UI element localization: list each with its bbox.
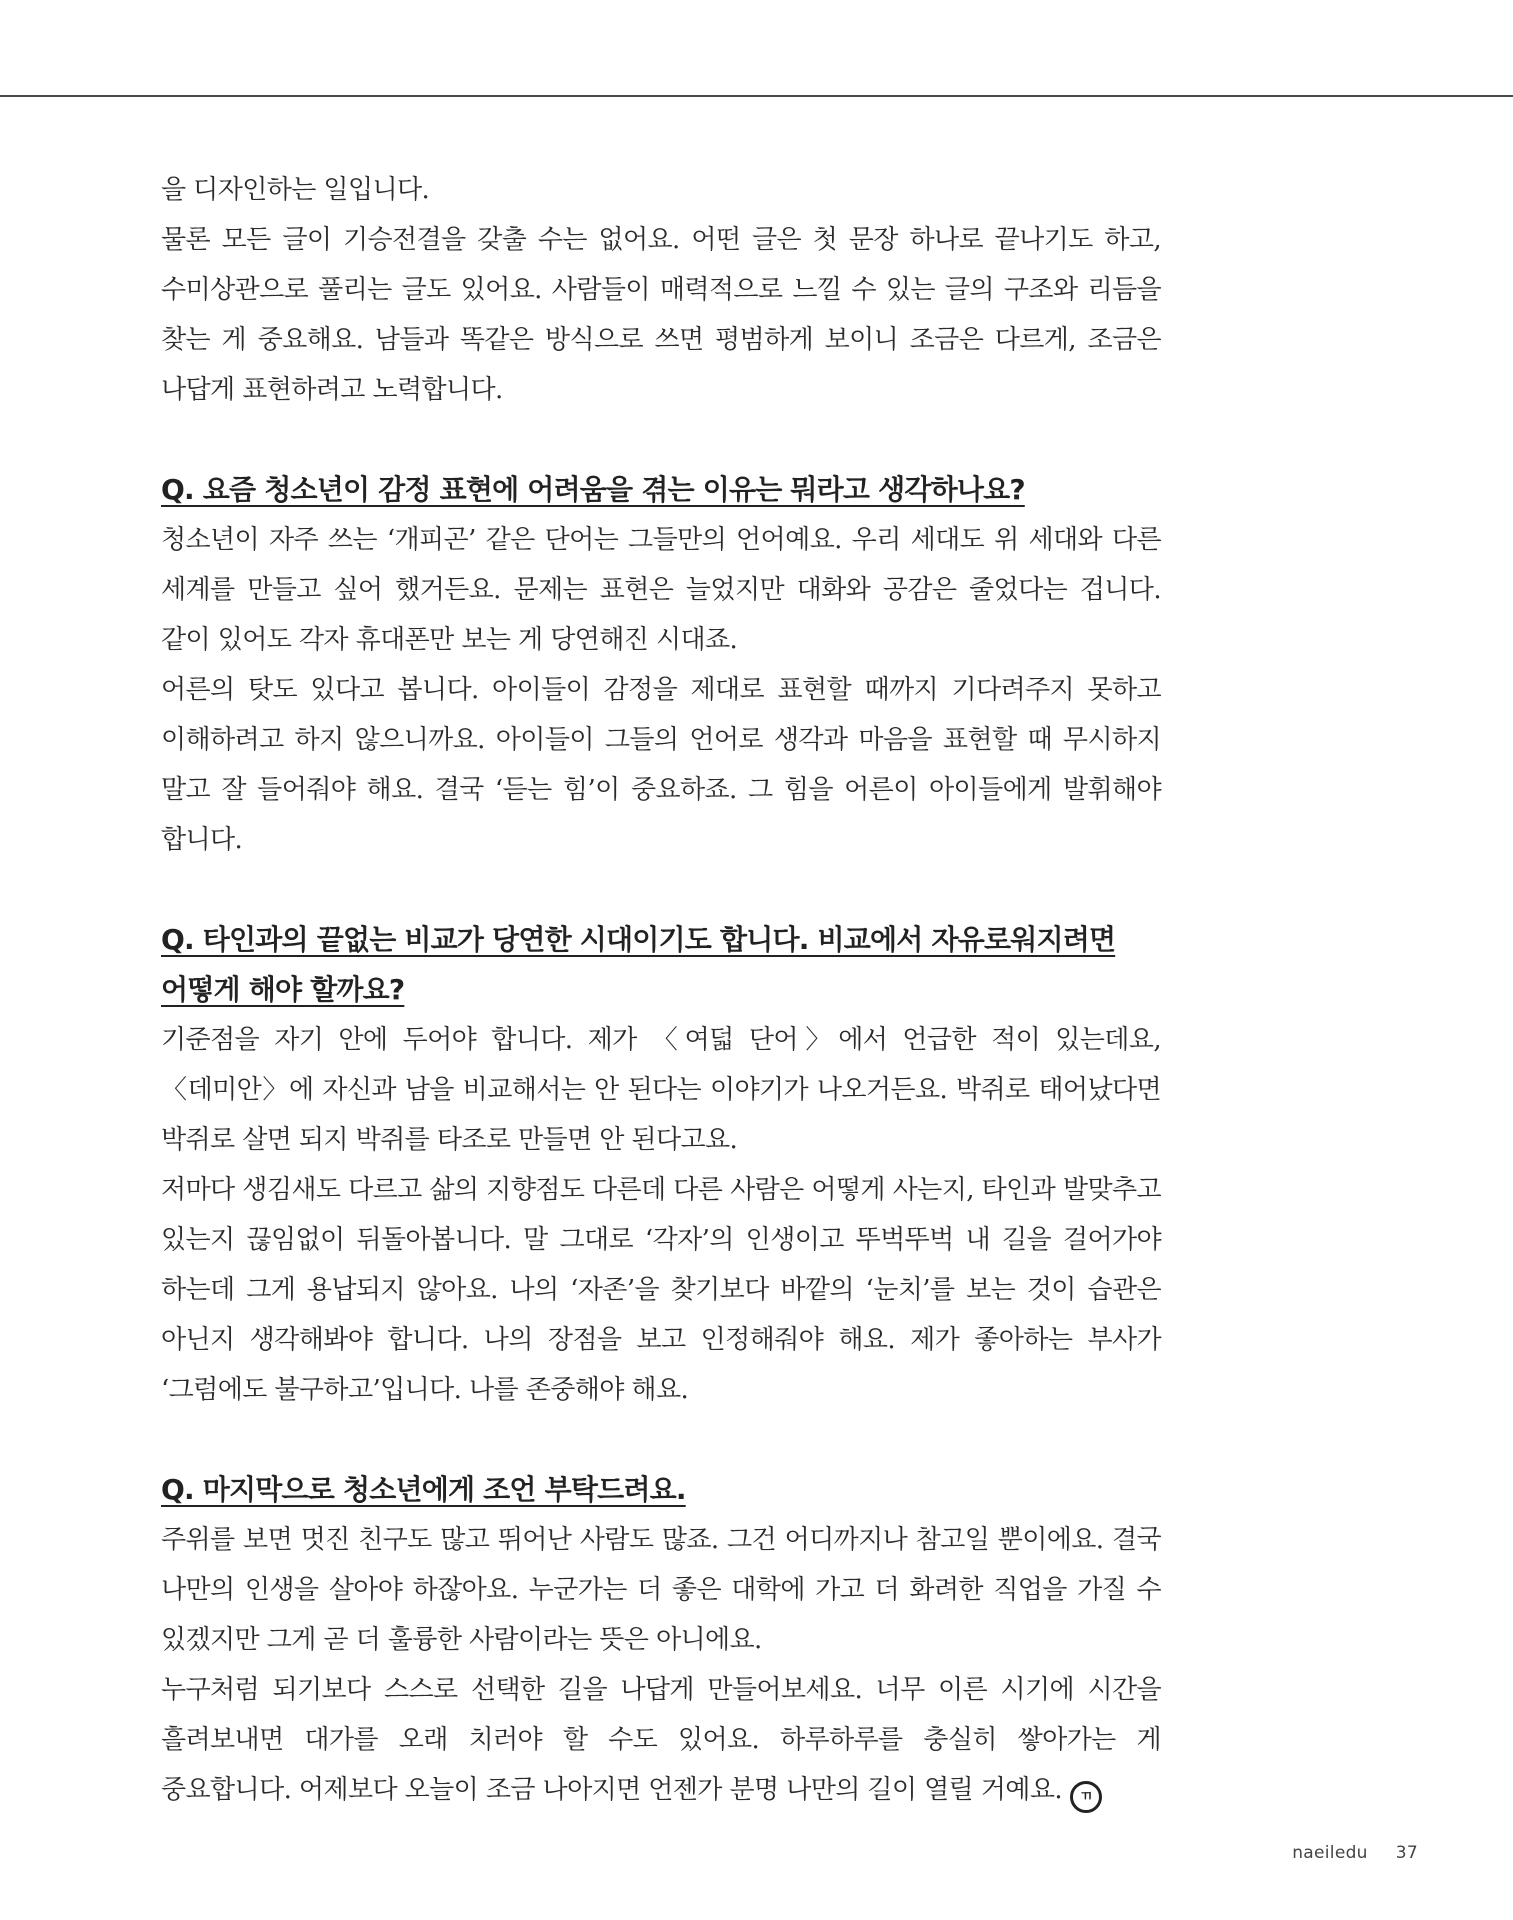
answer-paragraph: 청소년이 자주 쓰는 ‘개피곤’ 같은 단어는 그들만의 언어예요. 우리 세대도 위 세대와 다른 세계를 만들고 싶어 했거든요. 문제는 표현은 늘었지만 대화와 공감은 줄었다는 겁니다. 같이 있어도 각자 휴대폰만 보는 게 당연해진 시대죠. [161, 525, 1161, 655]
answer-paragraph: 누구처럼 되기보다 스스로 선택한 길을 나답게 만들어보세요. 너무 이른 시기에 시간을 흘려보내면 대가를 오래 치러야 할 수도 있어요. 하루하루를 충실히 쌓아가는 게 중요합니다. 어제보다 오늘이 조금 나아지면 언젠가 분명 나만의 길이 열릴 거예요. ㄲ [161, 1665, 1161, 1815]
question-heading: Q. 타인과의 끝없는 비교가 당연한 시대이기도 합니다. 비교에서 자유로워지려면 어떻게 해야 할까요? [161, 923, 1116, 1006]
answer-paragraph: 기준점을 자기 안에 두어야 합니다. 제가 〈여덟 단어〉에서 언급한 적이 있는데요, 〈데미안〉에 자신과 남을 비교해서는 안 된다는 이야기가 나오거든요. 박쥐로 태어났다면 박쥐로 살면 되지 박쥐를 타조로 만들면 안 된다고요. [161, 1025, 1161, 1155]
answer-paragraph: 어른의 탓도 있다고 봅니다. 아이들이 감정을 제대로 표현할 때까지 기다려주지 못하고 이해하려고 하지 않으니까요. 아이들이 그들의 언어로 생각과 마음을 표현할 때 무시하지 말고 잘 들어줘야 해요. 결국 ‘듣는 힘’이 중요하죠. 그 힘을 어른이 아이들에게 발휘해야 합니다. [161, 675, 1161, 855]
question-heading: Q. 마지막으로 청소년에게 조언 부탁드려요. [161, 1473, 686, 1506]
intro-paragraph: 물론 모든 글이 기승전결을 갖출 수는 없어요. 어떤 글은 첫 문장 하나로 끝나기도 하고, 수미상관으로 풀리는 글도 있어요. 사람들이 매력적으로 느낄 수 있는 글의 구조와 리듬을 찾는 게 중요해요. 남들과 똑같은 방식으로 쓰면 평범하게 보이니 조금은 다르게, 조금은 나답게 표현하려고 노력합니다. [161, 225, 1161, 405]
answer-paragraph: 주위를 보면 멋진 친구도 많고 뛰어난 사람도 많죠. 그건 어디까지나 참고일 뿐이에요. 결국 나만의 인생을 살아야 하잖아요. 누군가는 더 좋은 대학에 가고 더 화려한 직업을 가질 수 있겠지만 그게 곧 더 훌륭한 사람이라는 뜻은 아니에요. [161, 1525, 1161, 1655]
end-mark-icon: ㄲ [1070, 1781, 1102, 1813]
page-number: 37 [1395, 1843, 1418, 1863]
intro-paragraph: 을 디자인하는 일입니다. [161, 175, 430, 205]
answer-paragraph: 저마다 생김새도 다르고 삶의 지향점도 다른데 다른 사람은 어떻게 사는지, 타인과 발맞추고 있는지 끊임없이 뒤돌아봅니다. 말 그대로 ‘각자’의 인생이고 뚜벅뚜벅 내 길을 걸어가야 하는데 그게 용납되지 않아요. 나의 ‘자존’을 찾기보다 바깥의 ‘눈치’를 보는 것이 습관은 아닌지 생각해봐야 합니다. 나의 장점을 보고 인정해줘야 해요. 제가 좋아하는 부사가 ‘그럼에도 불구하고’입니다. 나를 존중해야 해요. [161, 1175, 1161, 1405]
page-footer [1292, 1843, 1418, 1863]
question-heading: Q. 요즘 청소년이 감정 표현에 어려움을 겪는 이유는 뭐라고 생각하나요? [161, 473, 1025, 506]
magazine-name: naeiledu [1292, 1843, 1368, 1863]
top-divider [0, 95, 1513, 97]
article-body [161, 165, 1161, 1815]
